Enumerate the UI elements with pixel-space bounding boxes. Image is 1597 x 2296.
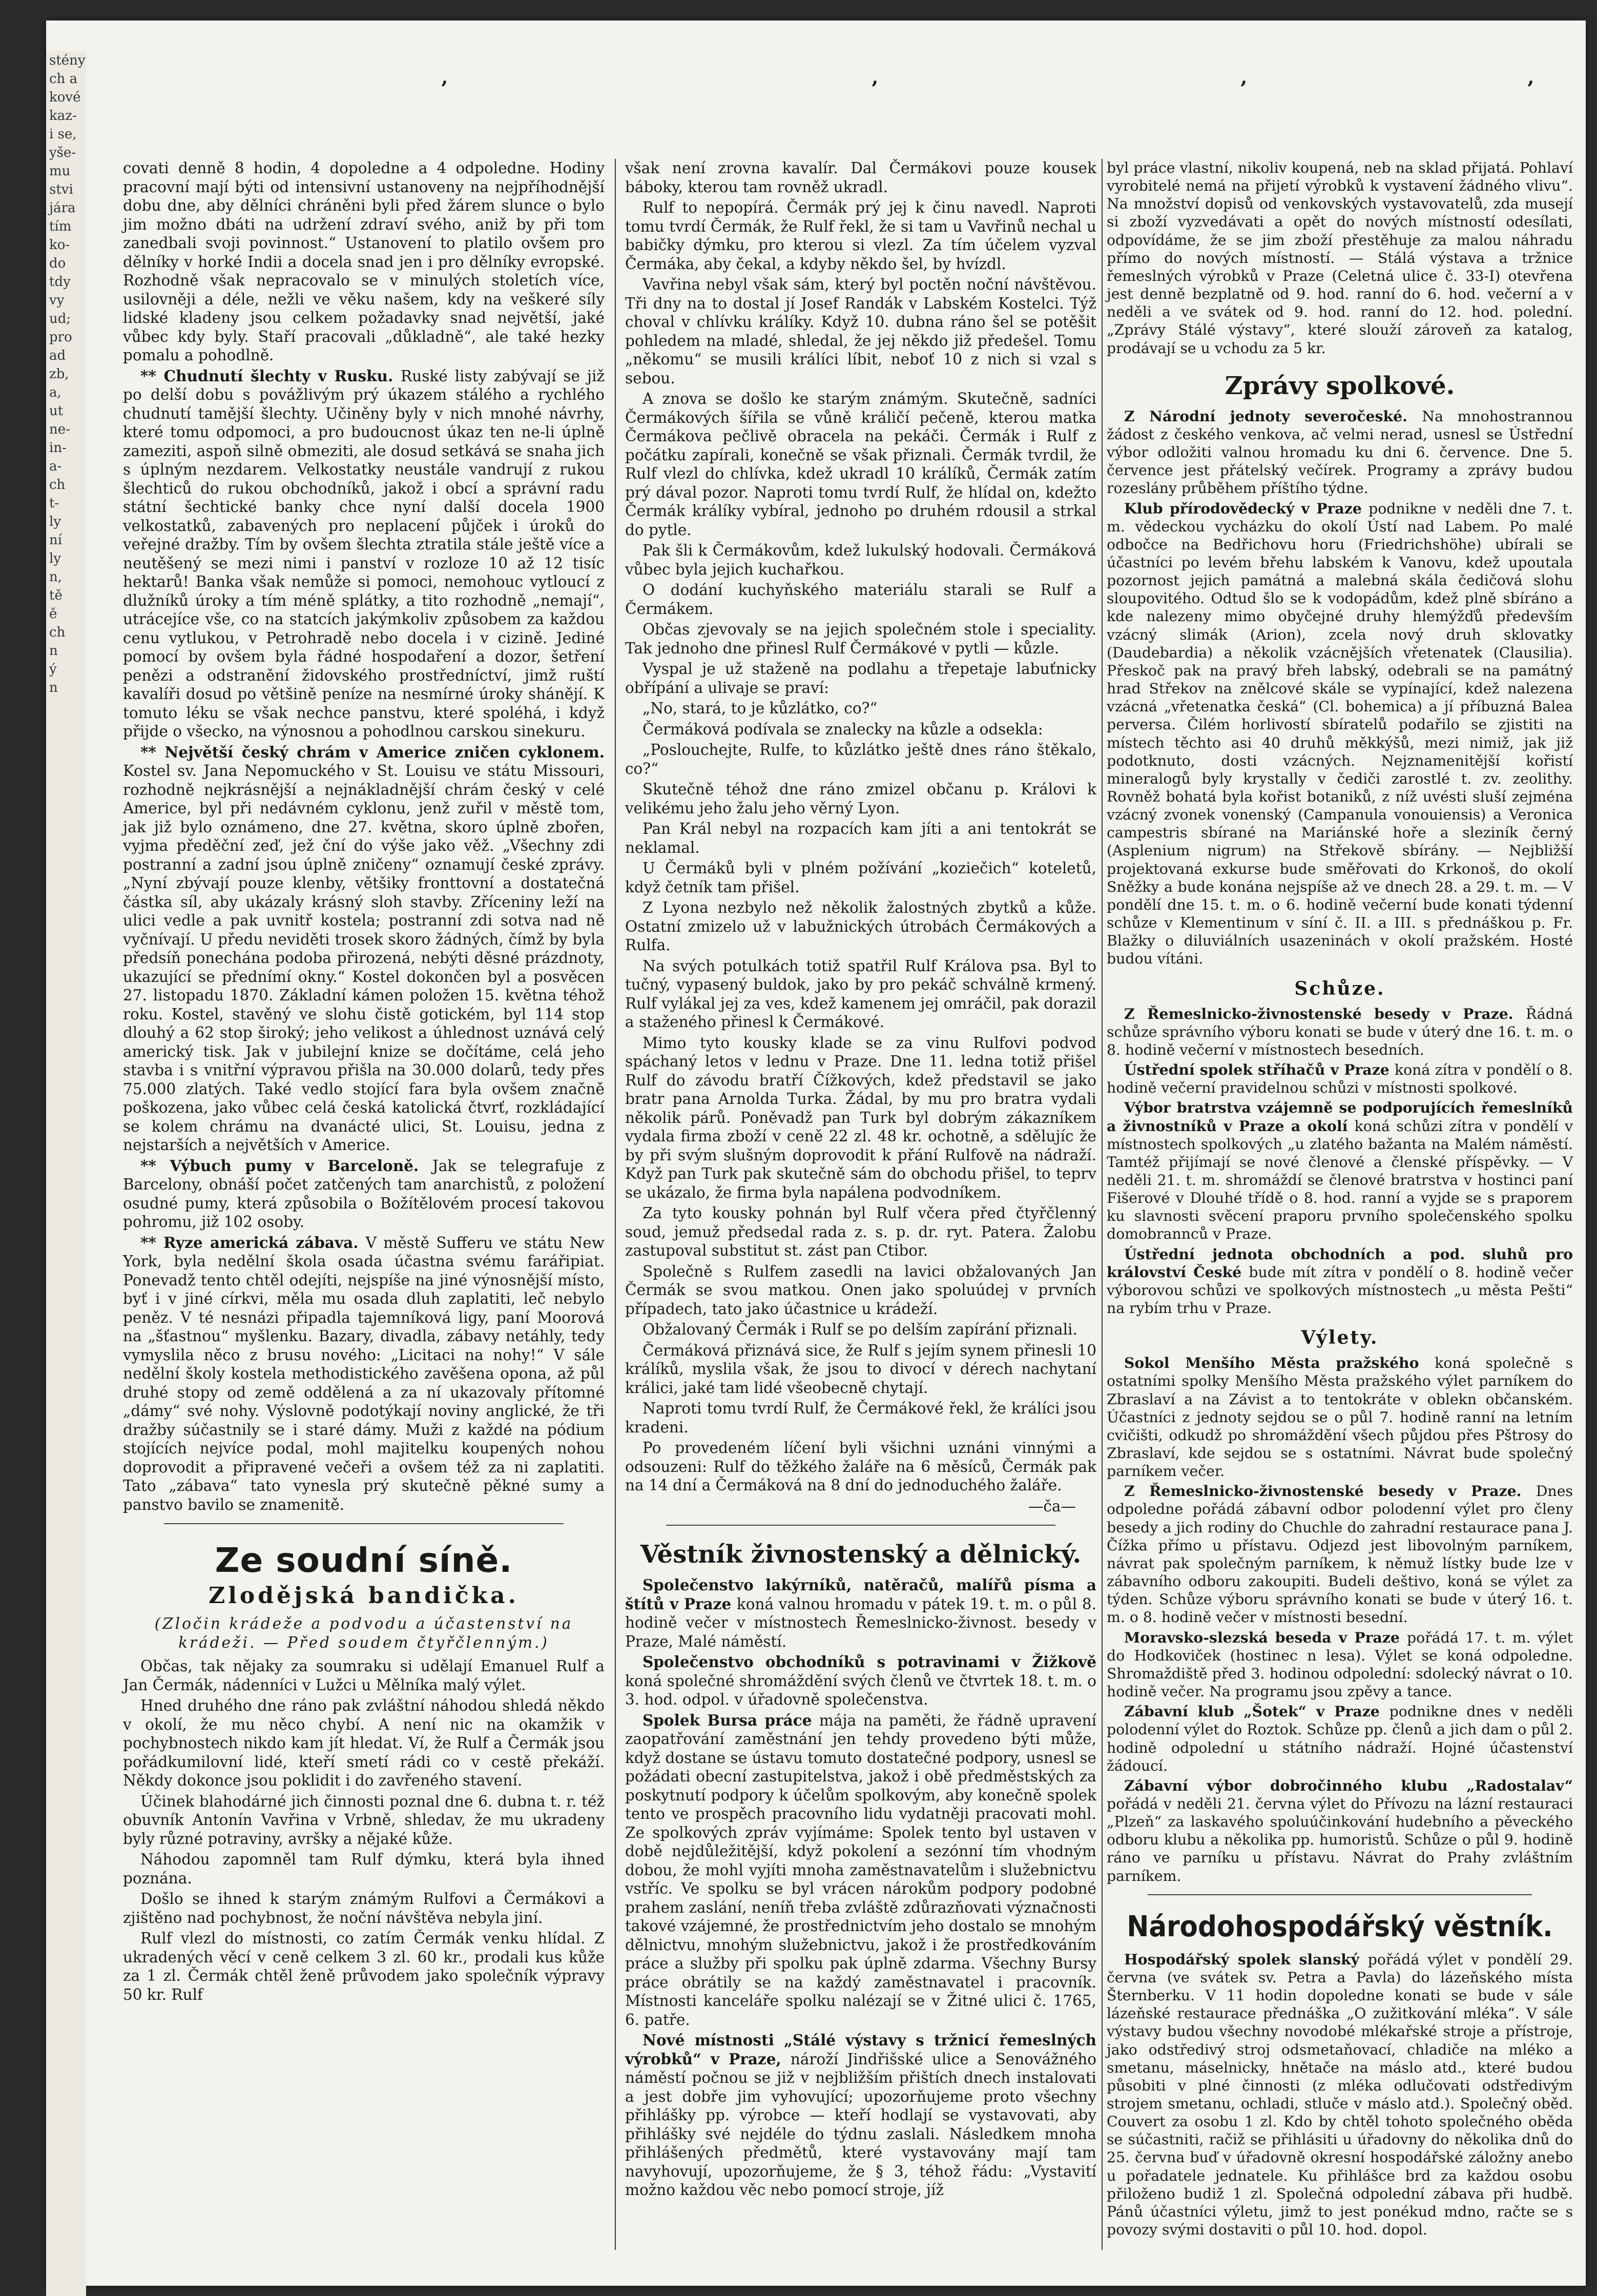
run-in-heading: Z Národní jednoty severočeské.: [1124, 407, 1422, 425]
narodo-items: [1107, 1951, 1573, 2239]
paragraph-text: Vavřina nebyl však sám, který byl poctěn noční návštěvou. Tři dny na to dostal jí Josef Randák v Labském Kostelci. Týž choval v chlívku králíky. Když 10. dubna ráno šel se potěšit pohledem na mladé, shledal, že jej někdo již předešel. Tomu „někomu“ se musili králíci líbit, neboť 10 z nich si vzal s sebou.: [625, 276, 1096, 387]
section-divider: [164, 1523, 564, 1524]
strip-fragment: a,: [49, 385, 61, 400]
paragraph: [1107, 1951, 1573, 2239]
strip-fragment: ud;: [49, 311, 71, 326]
paragraph-text: koná zítra v pondělí o 8. hodině večerní pravidelnou schůzi v místnosti spolkové.: [1107, 1061, 1573, 1097]
section-title-zpravy: Zprávy spolkové.: [1225, 371, 1455, 400]
paragraph-text: Dnes odpoledne pořádá zábavní odbor polodenní výlet pro členy besedy a jich rodiny do Chuchle do zahradní restaurace pana J. Čížka přímo u přístavu. Odjezd jest libovolným parníkem, návrat pak společným parníkem, k němuž lístky bude lze v zábavního odboru zakoupiti. Budeli deštivo, koná se výlet za týden. Schůze výboru správního konati se bude v úterý 16. t. m. o 8. hodině večer v místnosti besední.: [1107, 1483, 1573, 1626]
section-title-soudni: Ze soudní síně.: [215, 1541, 513, 1580]
vestnik-continuation: [1107, 159, 1573, 357]
paragraph: [625, 819, 1096, 857]
strip-fragment: n,: [49, 569, 63, 585]
strip-fragment: tě: [49, 588, 63, 603]
vylety-items: [1107, 1354, 1573, 1885]
strip-fragment: ní: [49, 532, 63, 548]
paragraph: [625, 1034, 1096, 1202]
paragraph-text: Po provedeném líčení byli všichni uznáni vinnými a odsouzeni: Rulf do těžkého žaláře na 6 měsíců, Čermák pak na 14 dní a Čermáková na 8 dní do jednoduchého žaláře.: [625, 1439, 1096, 1494]
paragraph-text: covati denně 8 hodin, 4 dopoledne a 4 odpoledne. Hodiny pracovní mají býti od intensivní ustanoveny na nejpříhodnější dobu dne, aby dělníci chráněni byli před žárem slunce o bylo jim možno dbáti na udržení zdraví svého, aniž by při tom zanedbali svoji povinnost.“ Ustanovení to platilo ovšem pro dělníky v horké Indii a docela snad jen i pro dělníky evropské. Rozhodně však nepracovalo se v minulých stoletích více, usilovněji a déle, nežli ve věku našem, kdy na veškeré síly lidské kladeny jsou celkem požadavky snad největší, jaké vůbec kdy byly. Staří pracovali „důkladně“, ale také hezky pomalu a pohodlně.: [123, 159, 605, 364]
newspaper-page: [46, 20, 1586, 2286]
paragraph-text: byl práce vlastní, nikoliv koupená, neb na sklad přijatá. Pohlaví vyrobitelé nemá na přijetí výrobků k vystavení žádného vlivu“. Na množství dopisů od venkovských vystavovatelů, zda musejí si zboží vyzvedávati a opět do nových místností odesílati, odpovídáme, že se jim zboží přestěhuje za malou náhradu přímo do nových místností. — Stálá výstava a tržnice řemeslných výrobků v Praze (Celetná ulice č. 33-I) otevřena jest denně bezplatně od 9. hod. ranní do 6. hod. večerní a v neděli a ve svátek od 9. hod. ranní do 12. hod. polední. „Zprávy Stálé výstavy“, které slouží zároveň za katalog, prodávají se u vchodu za 5 kr.: [1107, 159, 1573, 357]
paragraph: [625, 780, 1096, 817]
strip-fragment: in-: [49, 440, 67, 456]
paragraph: [625, 2031, 1096, 2200]
run-in-heading: ** Výbuch pumy v Barceloně.: [140, 1156, 432, 1175]
strip-fragment: ko-: [49, 237, 70, 253]
strip-fragment: ch: [49, 625, 66, 640]
paragraph: [625, 720, 1096, 739]
paragraph-text: Na mnohostrannou žádost z českého venkova, ač velmi nerad, usnesl se Ústřední výbor odložiti valnou hromadu ku dni 6. července. Dne 5. července jest přátelský večírek. Programy a zprávy budou rozeslány průběhem příštího týdne.: [1107, 407, 1573, 497]
paragraph-text: A znova se došlo ke starým známým. Skutečně, sadníci Čermákových šířila se vůně králičí pečeně, kterou matka Čermákova pečlivě obracela na pekáči. Čermák i Rulf z počátku zapírali, konečně se však přiznali. Čermák tvrdil, že Rulf vlezl do chlívka, kdež ukradl 10 králíků, Čermák zatím prý dával pozor. Naproti tomu tvrdí Rulf, že hlídal on, kdežto Čermák králíky vybíral, jednoho po druhém rdousil a strkal do pytle.: [625, 390, 1096, 539]
section-title-narodo: Národohospodářský věstník.: [1127, 1910, 1553, 1943]
paragraph-text: koná společně s ostatními spolky Menšího Města pražského výlet parníkem do Zbraslaví a na Závist a to tentokráte v oblekn občanském. Účastníci z jednoty sejdou se o půl 7. hodině ranní na letním cvičišti, odkudž po shromáždění všech půjdou přes Pštrosy do Zbraslaví, kde sejdou se s ostatními. Návrat bude společný parníkem večer.: [1107, 1355, 1573, 1480]
article-dek: (Zločin krádeže a podvodu a účastenství na krádeži. — Před soudem čtyřčlenným.): [154, 1615, 573, 1651]
run-in-heading: ** Ryze americká zábava.: [140, 1233, 366, 1252]
section-title-vestnik: Věstník živnostenský a dělnický.: [640, 1540, 1082, 1569]
paragraph-text: Naproti tomu tvrdí Rulf, že Čermákové řekl, že králíci jsou kradeni.: [625, 1400, 1096, 1436]
strip-fragment: ut: [49, 403, 64, 419]
column-rule: [1102, 159, 1103, 2250]
paragraph-text: Ruské listy zabývají se již po delší dobu s povážlivým prý úkazem stálého a rychlého chudnutí tamější šlechty. Učiněny byly v nich mnohé návrhy, které tomu odpomoci, a pro budoucnost úkaz ten ne-li úplně zameziti, aspoň silně obmeziti, ale dosud setkává se snaha jich s úplným nezdarem. Velkostatky neustále vandrují z rukou šlechticů do rukou obchodníků, jakož i obcí a správní radu státní šechtické banky chce nyní další docela 1900 velkostatků, zabavených pro neplacení půjček i úroků do veřejné dražby. Tím by ovšem šlechta ztratila stále ještě více a neutěšený se mezi nimi i panství v rozloze 10 až 12 tisíc hektarů! Banka však nemůže si pomoci, nemohouc vytloucí z dlužníků úroky a tím méně splátky, a tito rozhodně „nemají“, utrácejíce vše, co na statcích jakýmkoliv způsobem za každou cenu vytlukou, v Petrohradě nebo docela i v cizině. Jediné pomocí by ovšem byla řádné hospodaření a dozor, šetření penězi a odstranění židovského prostředníctví, jimž ruští kavalíři dosud po většině peníze na nesmírné úroky shánějí. K tomuto léku se však nechce panstvu, které spoléhá, i když přijde o všecko, na výnosnou a pohodlnou carskou sinekuru.: [123, 367, 605, 740]
run-in-heading: Ústřední jednota obchodních a pod. sluhů pro království České: [1107, 1245, 1573, 1281]
paragraph: [123, 367, 605, 741]
strip-fragment: zb,: [49, 366, 69, 382]
paragraph-text: Kostel sv. Jana Nepomuckého v St. Louisu ve státu Missouri, rozhodně nejkrásnější a nejnákladnější chrám český v celé Americe, byl při nedávném cyklonu, jenž zuřil v městě tom, jak již bylo oznámeno, dne 27. května, skoro úplně zbořen, vyjma předěční zeď, jež ční do výše jako věž. „Všechny zdi postranní a zadní jsou úplně zničeny“ oznamují české zprávy. „Nyní zbývají pouze klenby, většiky fronttovní a dostatečná částka síl, aby ukázaly krásný sloh stavby. Zříceniny leží na ulici vedle a pak uvnitř kostela; postranní zdi sotva nad ně vyčnívají. U předu neviděti trosek skoro žádných, čímž by byla předsíň ponechána podoba přirozená, nebýti děsné prázdnoty, ukazující se přednímí okny.“ Kostel dokončen byl a posvěcen 27. listopadu 1870. Základní kámen položen 15. května téhož roku. Kostel, stavěný ve slohu čistě gotickém, byl 114 stop dlouhý a 62 stop široký; jeho velikost a úhlednost uznává celý americký tisk. Jak v jubilejní knize se dočítáme, celá jeho stavba i s vnitřní výpravou přišla na 30.000 dolarů, tedy přes 75.000 zlatých. Také vedlo stojící fara byla ovšem značně poškozena, jako vůbec celá česká katolická čtvrť, rozkládající se kolem chrámu na dvanácté ulici, St. Louisu, jedna z nejstarších a největších v Americe.: [123, 762, 605, 1154]
paragraph: [625, 699, 1096, 718]
section-divider: [1148, 1894, 1532, 1895]
section-title-schuze: Schůze.: [1294, 977, 1385, 999]
paragraph: Občas, tak nějaky za soumraku si udělají Emanuel Rulf a Jan Čermák, nádenníci v Lužci u Mělníka malý výlet.: [123, 1657, 605, 1694]
paragraph-text: Mimo tyto kousky klade se za vinu Rulfovi podvod spáchaný letos v lednu v Praze. Dne 11. ledna totiž přišel Rulf do závodu bratří Čížkových, kdež představil se jako bratr pana Arnolda Turka. Žádal, by mu pro bratra vydali několik párů. Poněvadž pan Turk byl dobrým zákazníkem vydala firma zboží v ceně 22 zl. 48 kr. ochotně, a sdělujíc že by při svým slušným doprovodit k přání Rulfově na nádraží. Když pan Turk pak skutečně sám do obchodu přišel, to teprv se ukázalo, že firma byla napálena podvodníkem.: [625, 1034, 1096, 1201]
paragraph: [1107, 407, 1573, 498]
strip-fragment: ch: [49, 477, 66, 493]
paragraph: [625, 1439, 1096, 1495]
run-in-heading: Klub přírodovědecký v Praze: [1124, 499, 1369, 517]
run-in-heading: Zábavní výbor dobročinného klubu „Radostalav“: [1124, 1776, 1573, 1794]
column-3: [1107, 159, 1573, 2241]
strip-fragment: jára: [49, 200, 76, 216]
run-in-heading: Společenstvo obchodníků s potravinami v Žižkově: [642, 1653, 1096, 1671]
paragraph: [625, 1320, 1096, 1339]
end-mark: —ča—: [1028, 1497, 1076, 1515]
paragraph: [625, 898, 1096, 955]
article-body: [123, 1657, 605, 2004]
paragraph-text: mája na paměti, že řádně upravení zaopatřování zaměstnání jen tehdy provedeno býti může, když dostane se ústavu tomuto dostatečné podpory, usnesl se požádati obecní zastupitelstva, jakož i obě předměstských za poskytnutí podpory k účelům spolkovým, aby konečně spolek tento ve prospěch pracovního lidu vydatněji pracovati mohl. Ze spolkových zpráv vyjímáme: Spolek tento byl ustaven v době nejdůležitější, když pokolení a sezónní tím vhodným dobou, že mohl vyjíti mnoha zaměstnavatelům i služebnictvu vstříc. Ve spolku se byl vrácen nárokům podpory podobné prahem zaslání, neníň třeba zvláště zdůrazňovati význačnosti takové vzájemné, že prostřednictvím jeho dostalo se mnohým dělnictvu, mnohým služebnictvu, jakož i že prostředkováním práce a služby při spolku pak úplně zdarma. Všechny Bursy práce obrátily se na každý zaměstnavatel i pracovník. Místnosti kanceláře spolku nalézají se v Žitné ulici č. 1765, 6. patře.: [625, 1711, 1096, 2028]
strip-fragment: mu: [49, 163, 71, 179]
paragraph: [625, 275, 1096, 387]
paragraph: [625, 859, 1096, 896]
strip-fragment: ly: [49, 514, 61, 529]
run-in-heading: Hospodářský spolek slanský: [1124, 1950, 1368, 1968]
strip-fragment: i se,: [49, 127, 77, 142]
strip-fragment: n: [49, 680, 58, 695]
paragraph: [123, 1157, 605, 1232]
paragraph: [1107, 1482, 1573, 1626]
strip-fragment: t-: [49, 496, 59, 511]
paragraph-text: nároží Jindřišské ulice a Senovážného náměstí počnou se již v nejbližším přištích dnech instalovati a jest dobře jim vyhovující; upozorňujeme proto všechny přihlášky pp. výrobce — kteří hodlají se vystavovati, aby přihlášky své nejdéle do týdnu zaslali. Následkem mnoha přihlášených předmětů, které vystavovány mají tam navyhovují, upozorňujeme, že § 3, téhož řádu: „Vystavití možno každou věc nebo pomocí stroje, jíž: [625, 2050, 1096, 2199]
column-mark: ’: [441, 77, 448, 101]
column-mark: ’: [1527, 77, 1534, 101]
strip-fragment: tdy: [49, 274, 71, 290]
paragraph-text: bude mít zítra v pondělí o 8. hodině večer výborovou schůzi ve spolkových místnostech „u města Pešti“ na rybím trhu v Praze.: [1107, 1263, 1573, 1317]
paragraph: [1107, 1354, 1573, 1480]
paragraph-text: podnikne v neděli dne 7. t. m. vědeckou vycházku do okolí Ústí nad Labem. Po malé odbočce na Bedřichovu horu (Friedrichshöhe) ubírali se účastníci po levém břehu labském k Vanovu, kdež upoutala pozornost jejich památná a malebná skála čedičová slohu sloupovitého. Odtud šlo se k vodopádům, kdež plně sbíráno a kde nalezeny mimo obyčejné druhy hlemýžďů především vzácný slimák (Arion), zcela nový druh sklovatky (Daudebardia) a několik vzácnějších vřetenatek (Clausilia). Přeskoč pak na pravý břeh labský, odebrali se na památný hrad Střekov na znělcové skále se vypínající, kdež nalezena vzácná „vřetenatka česká“ (Cl. bohemica) a jí příbuzná Balea perversa. Čilém horlivostí sbíratelů podařilo se zjistiti na místech těchto asi 40 druhů měkkýšů, mezi nimiž, jak již podotknuto, dosti vzácných. Nejznamenitější kořistí mineralogů byly krystally v čediči zarostlé t. zv. zeolithy. Rovněž bohatá byla kořist botaniků, z níž uvésti sluší zejména vzácný zvonek vonenský (Campanula vonouiensis) a Veronica campestris sbírané na Mariánské hoře a sleziník černý (Asplenium nigrum) na Střekově sbírány. — Nejbližší projektovaná exkurse bude směřovati do Krkonoš, do okolí Sněžky a bude konána nejspíše až ve dnech 28. a 29. t. m. — V pondělí dne 15. t. m. o 6. hodině večerní bude konati týdenní schůze v Klementinum v síní č. II. a III. s přednáškou p. Fr. Blažky o diluviálních usazeninách v okolí pražském. Hosté budou vítáni.: [1107, 500, 1573, 968]
paragraph-text: „No, stará, to je kůzlátko, co?“: [642, 700, 878, 717]
paragraph-text: pořádá v neděli 21. června výlet do Přívozu na lázní restauraci „Plzeň“ za laskavého spoluúčinkování hudebního a pěveckého odboru klubu a několika pp. humoristů. Schůze o půl 9. hodině ráno ve parníku u přístavu. Návrat do Prahy zvláštním parníkem.: [1107, 1795, 1573, 1884]
strip-fragment: pro: [49, 330, 72, 345]
paragraph: [625, 1204, 1096, 1260]
paragraph-text: Rulf to nepopírá. Čermák prý jej k činu navedl. Naproti tomu tvrdí Čermák, že Rulf řekl, že si tam u Vavřinů nechal u babičky dýmku, pro kterou si vlezl. Za tím účelem vyzval Čermáka, aby čekal, a kdyby někdo šel, by hvízdl.: [625, 199, 1096, 273]
column-rule: [615, 159, 616, 2250]
strip-fragment: kaz-: [49, 108, 77, 124]
paragraph: [625, 741, 1096, 778]
paragraph: Hned druhého dne ráno pak zvláštní náhodou shledá někdo v okolí, že mu něco chybí. A není nic na okamžik v pochybnostech nikdo kam jít hledat. Ví, že Rulf a Čermák jsou pořádkumilovní lidé, kteří smetí rádi co v cestě překáží. Někdy dokonce jsou poklidit i do zavřeného stavení.: [123, 1697, 605, 1789]
paragraph-text: „Poslouchejte, Rulfe, to kůzlátko ještě dnes ráno štěkalo, co?“: [625, 741, 1096, 777]
strip-fragment: n: [49, 643, 58, 659]
paragraph: [625, 198, 1096, 273]
paragraph: [625, 1262, 1096, 1319]
paragraph: [123, 1234, 605, 1514]
paragraph: [625, 1711, 1096, 2029]
run-in-heading: Zábavní klub „Šotek“ v Praze: [1124, 1703, 1389, 1720]
paragraph-text: Čermáková podívala se znalecky na kůzle a odsekla:: [642, 720, 1043, 738]
run-in-heading: Z Řemeslnicko-živnostenské besedy v Praze.: [1124, 1482, 1536, 1500]
schuze-items: [1107, 1005, 1573, 1318]
news-items: [123, 159, 605, 1514]
paragraph: [625, 1576, 1096, 1651]
paragraph-text: O dodání kuchyňského materiálu starali se Rulf a Čermákem.: [625, 581, 1096, 618]
paragraph: Náhodou zapomněl tam Rulf dýmku, která byla ihned poznána.: [123, 1851, 605, 1887]
vestnik-items: [625, 1576, 1096, 2200]
strip-fragment: ě: [49, 606, 57, 622]
strip-fragment: stvi: [49, 182, 73, 197]
strip-fragment: ad: [49, 348, 66, 363]
column-mark: ’: [871, 77, 878, 101]
strip-fragment: yše-: [49, 145, 76, 160]
strip-fragment: ly: [49, 551, 61, 566]
strip-fragment: a-: [49, 459, 62, 474]
paragraph: [123, 159, 605, 365]
paragraph-text: Pan Král nebyl na rozpacích kam jíti a ani tentokrát se neklamal.: [625, 820, 1096, 856]
section-divider: [666, 1525, 1055, 1526]
paragraph: [625, 1399, 1096, 1437]
adjacent-page-strip: [46, 51, 86, 2296]
strip-fragment: ne-: [49, 422, 70, 437]
paragraph: [1107, 1703, 1573, 1775]
paragraph: Rulf vlezl do místnosti, co zatím Čermák venku hlídal. Z ukradených věcí v ceně celkem 3 zl. 60 kr., prodali kus kůže za 1 zl. Čermák chtěl ženě průvodem jako společník výpravy 50 kr. Rulf: [123, 1930, 605, 2003]
column-mark: ’: [1240, 77, 1247, 101]
paragraph-text: V městě Sufferu ve státu New York, byla nedělní škola osada účastna svému farářipiat. Ponevadž tento chtěl odejíti, nejspíše na jiné výnosnější místo, byť i v jiné církvi, měla mu osada dluh zaplatiti, leč nebylo peněz. V té nesnázi připadla tajemníková ligy, paní Moorová na „šťastnou“ myšlenku. Bazary, divadla, zábavy netáhly, tedy vymyslila něco z brusu nového: „Licitaci na nohy!“ V sále nedělní školy kostela methodistického zavěšena opona, až půl druhé stopy od země oddělená a za ní ukazovaly přítomné „dámy“ své nohy. Výslovně podotýkají noviny anglické, že tři dražby súčastnily se i staré dámy. Muži z každé na pódium stojících nejvíce podal, mohl majitelku koupených nohou doprovodit a připravené večeři a ovšem též za ni zaplatiti. Tato „zábava“ tato vynesla prý skutečně pěkné sumy a panstvo bavilo se znamenitě.: [123, 1234, 605, 1513]
paragraph-text: pořádá výlet v pondělí 29. června (ve svátek sv. Petra a Pavla) do lázeňského místa Šternberku. V 11 hodin dopoledne konati se bude v sále lázeňské restaurace přednáška „O zužitkování mléka“. V sále výstavy budou všechny novodobé mlékařské stroje a přístroje, jako odstředivý stroj odsmetaňovací, chladiče na mléko a smetanu, máselnicky, hnětače na máslo atd., které budou působiti v plné činnosti (z mléka odlučovati odstředivým strojem smetanu, ochladi, stluče v máslo atd.). Společný oběd. Couvert za osobu 1 zl. Kdo by chtěl tohoto společného oběda se súčastniti, račiž se přihlásiti u úřadovny do několika dnů do 25. června buď v úřadovně okresní hospodářské záložny anebo u pořadatele jednatele. Ku přihlášce brd za každou osobu přiloženo budiž 1 zl. Společná odpolední zábava při hudbě. Pánů účastníci výletu, jimž to jest ponékud mdno, račte se s povozy svými dostaviti o půl 10. hod. dopol.: [1107, 1951, 1573, 2239]
paragraph-text: pořádá 17. t. m. výlet do Hodkoviček (hostinec n lesa). Výlet se koná odpoledne. Shromaždiště před 3. hodinou odpolední: sdolecký návrat o 10. hodině večer. Na programu jsou zpěvy a tance.: [1107, 1629, 1573, 1700]
paragraph: [123, 743, 605, 1155]
paragraph-text: Čermáková přiznává sice, že Rulf s jejím synem přinesli 10 králíků, myslila však, že jsou to divocí v dérech nachytaní králici, jaké tam lidé všeobecně chytají.: [625, 1341, 1096, 1397]
paragraph-text: Za tyto kousky pohnán byl Rulf včera před čtyřčlenný soud, jemuž předsedal rada z. s. p. dr. ryt. Patera. Žalobu zastupoval substitut st. zást pan Ctibor.: [625, 1204, 1096, 1259]
section-title-vylety: Výlety.: [1301, 1327, 1379, 1349]
paragraph-text: Společně s Rulfem zasedli na lavici obžalovaných Jan Čermák se svou matkou. Onen jako spoluúdej v prvních případech, tato jako účastnice u krádeží.: [625, 1262, 1096, 1318]
paragraph: Došlo se ihned k starým známým Rulfovi a Čermákovi a zjištěno nad pochybnost, že noční návštěva nebyla jiní.: [123, 1890, 605, 1926]
paragraph-text: Jak se telegrafuje z Barcelony, obnáší počet zatčených tam anarchistů, z položení osudné pumy, která způsobila o Božítělovém procesí takovou pohromu, již 102 osoby.: [123, 1157, 605, 1231]
strip-fragment: tím: [49, 219, 72, 234]
paragraph-text: koná společné shromáždění svých členů ve čtvrtek 18. t. m. o 3. hod. odpol. v úřadovně společenstva.: [625, 1672, 1096, 1708]
run-in-heading: Výbor bratrstva vzájemně se podporujících řemeslníků a živnostníků v Praze a okolí: [1107, 1099, 1573, 1135]
paragraph-text: Vyspal je už staženě na podlahu a třepetaje labuťnicky obřípání a ulivaje se praví:: [625, 660, 1096, 696]
paragraph: [1107, 1245, 1573, 1318]
paragraph-text: Občas zjevovaly se na jejich společném stole i speciality. Tak jednoho dne přinesl Rulf Čermákové v pytli — kůzle.: [625, 621, 1096, 657]
strip-fragment: stény: [49, 53, 86, 68]
paragraph: [1107, 1005, 1573, 1059]
paragraph-text: však není zrovna kavalír. Dal Čermákovi pouze kousek báboky, kterou tam rovněž ukradl.: [625, 159, 1096, 196]
run-in-heading: Z Řemeslnicko-živnostenské besedy v Praze.: [1124, 1004, 1526, 1022]
column-1: [123, 159, 605, 2006]
paragraph: [625, 581, 1096, 618]
run-in-heading: Moravsko-slezská beseda v Praze: [1124, 1628, 1407, 1646]
run-in-heading: ** Chudnutí šlechty v Rusku.: [140, 366, 401, 385]
article-title: Zlodějská bandička.: [209, 1583, 519, 1609]
run-in-heading: ** Největší český chrám v Americe zničen cyklonem.: [140, 743, 605, 761]
paragraph: [625, 620, 1096, 658]
run-in-heading: Nové místnosti „Stálé výstavy s tržnicí řemeslných výrobků“ v Praze,: [625, 2031, 1096, 2068]
paragraph-text: Pak šli k Čermákovům, kdež lukulský hodovali. Čermáková vůbec byla jejich kuchařkou.: [625, 542, 1096, 578]
strip-fragment: kové: [49, 90, 81, 105]
paragraph: [1107, 1777, 1573, 1885]
paragraph: [1107, 1099, 1573, 1243]
paragraph: [625, 389, 1096, 539]
paragraph-text: U Čermáků byli v plném požívání „koziečich“ koteletů, když četník tam přišel.: [625, 859, 1096, 896]
paragraph-text: Z Lyona nezbylo než několik žalostných zbytků a kůže. Ostatní zmizelo už v labužnických útrobách Čermákových a Rulfa.: [625, 899, 1096, 954]
run-in-heading: Spolek Bursa práce: [642, 1711, 819, 1729]
paragraph-text: Na svých potulkách totiž spatřil Rulf Králova psa. Byl to tučný, vypasený buldok, jako by pro pekáč schválně krmený. Rulf vylákal jej za ves, kdež kamenem jej omráčil, pak dorazil a staženého přinesl k Čermákové.: [625, 957, 1096, 1031]
paragraph: Účinek blahodárné jich činnosti poznal dne 6. dubna t. r. též obuvník Antonín Vavřina v Vrbně, shledav, že mu ukradeny byly různé potraviny, avršky a nějaké kůže.: [123, 1792, 605, 1848]
zpravy-items: [1107, 407, 1573, 968]
column-2: [625, 159, 1096, 2202]
paragraph-text: Skutečně téhož dne ráno zmizel občanu p. Královi k velikému jeho žalu jeho věrný Lyon.: [625, 781, 1096, 817]
strip-fragment: vy: [49, 293, 65, 308]
strip-fragment: ý: [49, 662, 57, 677]
run-in-heading: Sokol Menšího Města pražského: [1124, 1354, 1435, 1372]
run-in-heading: Ústřední spolek stříhačů v Praze: [1124, 1061, 1395, 1079]
paragraph-text: Obžalovaný Čermák i Rulf se po delším zapírání přiznali.: [642, 1321, 1077, 1338]
paragraph-text: koná valnou hromadu v pátek 19. t. m. o půl 8. hodině večer v místnostech Řemeslnicko-živnost. besedy v Praze, Malé náměstí.: [625, 1595, 1097, 1650]
paragraph: [625, 957, 1096, 1032]
paragraph: [625, 159, 1096, 196]
paragraph: [625, 541, 1096, 579]
strip-fragment: ch a: [49, 71, 78, 87]
paragraph: [625, 660, 1096, 697]
paragraph: [625, 1653, 1096, 1709]
paragraph-text: koná schůzi zítra v pondělí v místnostech spolkových „u zlatého bažanta na Malém náměstí. Tamtéž přijímají se nové členové a členské příspěvky. — V neděli 21. t. m. shromáždí se členové bratrstva v hostinci paní Fišerové v Dlouhé třídě o 8. hod. ranní a vyjde se s praporem ku slavnosti svěcení praporu prvního společenského spolku domobrannců v Praze.: [1107, 1117, 1573, 1243]
paragraph: [625, 1341, 1096, 1398]
run-in-heading: Společenstvo lakýrníků, natěračů, malířů písma a štítů v Praze: [625, 1576, 1096, 1613]
article-continuation: [625, 159, 1096, 1495]
paragraph: [1107, 1061, 1573, 1097]
paragraph: [1107, 159, 1573, 357]
paragraph: [1107, 1629, 1573, 1701]
paragraph-text: Řádná schůze správního výboru konati se bude v úterý dne 16. t. m. o 8. hodině večerní v místnostech besedních.: [1107, 1005, 1573, 1058]
strip-fragment: do: [49, 256, 66, 271]
paragraph-text: podnikne dnes v neděli polodenní výlet do Roztok. Schůze pp. členů a jich dam o půl 2. hodině odpolední u státního nádraží. Hojné účastenství žádoucí.: [1107, 1703, 1573, 1774]
paragraph: [1107, 500, 1573, 968]
